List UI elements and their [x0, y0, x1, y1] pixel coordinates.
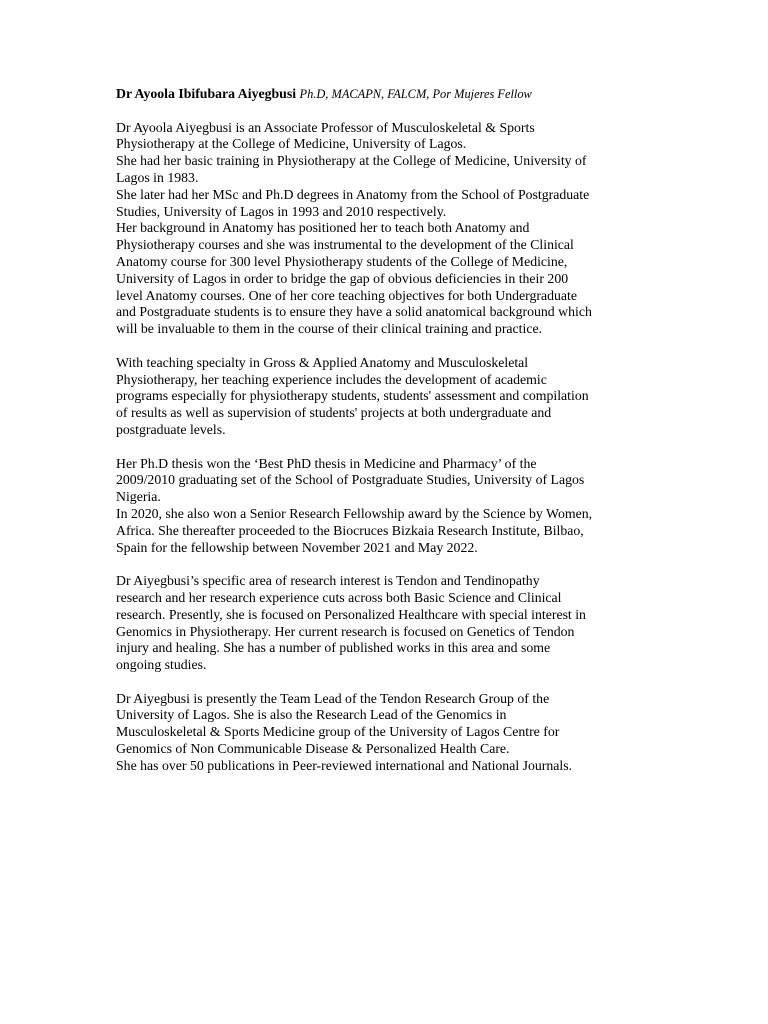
text-line: In 2020, she also won a Senior Research Fellowship award by the Science by Women, — [116, 505, 593, 521]
text-line: injury and healing. She has a number of published works in this area and some — [116, 640, 551, 656]
text-line: Studies, University of Lagos in 1993 and 2010 respectively. — [116, 203, 447, 219]
text-line: Africa. She thereafter proceeded to the Biocruces Bizkaia Research Institute, Bilbao, — [116, 522, 584, 538]
text-line: University of Lagos. She is also the Research Lead of the Genomics in — [116, 707, 507, 723]
text-line: 2009/2010 graduating set of the School of Postgraduate Studies, University of Lagos — [116, 472, 585, 488]
text-line: Genomics of Non Communicable Disease & Personalized Health Care. — [116, 741, 510, 757]
text-line: level Anatomy courses. One of her core teaching objectives for both Undergraduate — [116, 287, 578, 303]
document-page — [116, 86, 656, 791]
text-line: Nigeria. — [116, 489, 161, 505]
bio-paragraph — [116, 355, 656, 439]
person-name: Dr Ayoola Ibifubara Aiyegbusi — [116, 86, 297, 101]
text-line: Dr Ayoola Aiyegbusi is an Associate Professor of Musculoskeletal & Sports — [116, 119, 535, 135]
text-line: Physiotherapy at the College of Medicine, University of Lagos. — [116, 136, 467, 152]
text-line: Lagos in 1983. — [116, 169, 199, 185]
text-line: of results as well as supervision of students' projects at both undergraduate and — [116, 405, 552, 421]
person-credentials: Ph.D, MACAPN, FALCM, Por Mujeres Fellow — [299, 87, 532, 101]
text-line: Dr Aiyegbusi’s specific area of research interest is Tendon and Tendinopathy — [116, 573, 540, 589]
text-line: and Postgraduate students is to ensure they have a solid anatomical background which — [116, 304, 592, 320]
bio-paragraph — [116, 456, 656, 557]
text-line: Physiotherapy, her teaching experience includes the development of academic — [116, 371, 547, 387]
text-line: With teaching specialty in Gross & Applied Anatomy and Musculoskeletal — [116, 354, 529, 370]
text-line: Genomics in Physiotherapy. Her current research is focused on Genetics of Tendon — [116, 623, 575, 639]
text-line: Her Ph.D thesis won the ‘Best PhD thesis in Medicine and Pharmacy’ of the — [116, 455, 537, 471]
text-line: Dr Aiyegbusi is presently the Team Lead of the Tendon Research Group of the — [116, 690, 550, 706]
text-line: Anatomy course for 300 level Physiotherapy students of the College of Medicine, — [116, 253, 568, 269]
text-line: Her background in Anatomy has positioned her to teach both Anatomy and — [116, 220, 530, 236]
text-line: ongoing studies. — [116, 657, 207, 673]
text-line: Physiotherapy courses and she was instrumental to the development of the Clinical — [116, 237, 574, 253]
text-line: Musculoskeletal & Sports Medicine group of the University of Lagos Centre for — [116, 724, 560, 740]
text-line: University of Lagos in order to bridge the gap of obvious deficiencies in their 200 — [116, 270, 569, 286]
text-line: She has over 50 publications in Peer-reviewed international and National Journals. — [116, 757, 573, 773]
text-line: She had her basic training in Physiotherapy at the College of Medicine, University of — [116, 153, 587, 169]
bio-body — [116, 120, 656, 775]
text-line: programs especially for physiotherapy students, students' assessment and compilation — [116, 388, 589, 404]
text-line: postgraduate levels. — [116, 421, 226, 437]
bio-paragraph — [116, 691, 656, 775]
bio-paragraph — [116, 120, 656, 338]
text-line: research. Presently, she is focused on Personalized Healthcare with special interest in — [116, 606, 586, 622]
text-line: will be invaluable to them in the course of their clinical training and practice. — [116, 321, 543, 337]
bio-heading — [116, 86, 656, 103]
text-line: Spain for the fellowship between November 2021 and May 2022. — [116, 539, 478, 555]
bio-paragraph — [116, 573, 656, 674]
text-line: She later had her MSc and Ph.D degrees in Anatomy from the School of Postgraduate — [116, 186, 590, 202]
text-line: research and her research experience cuts across both Basic Science and Clinical — [116, 589, 562, 605]
